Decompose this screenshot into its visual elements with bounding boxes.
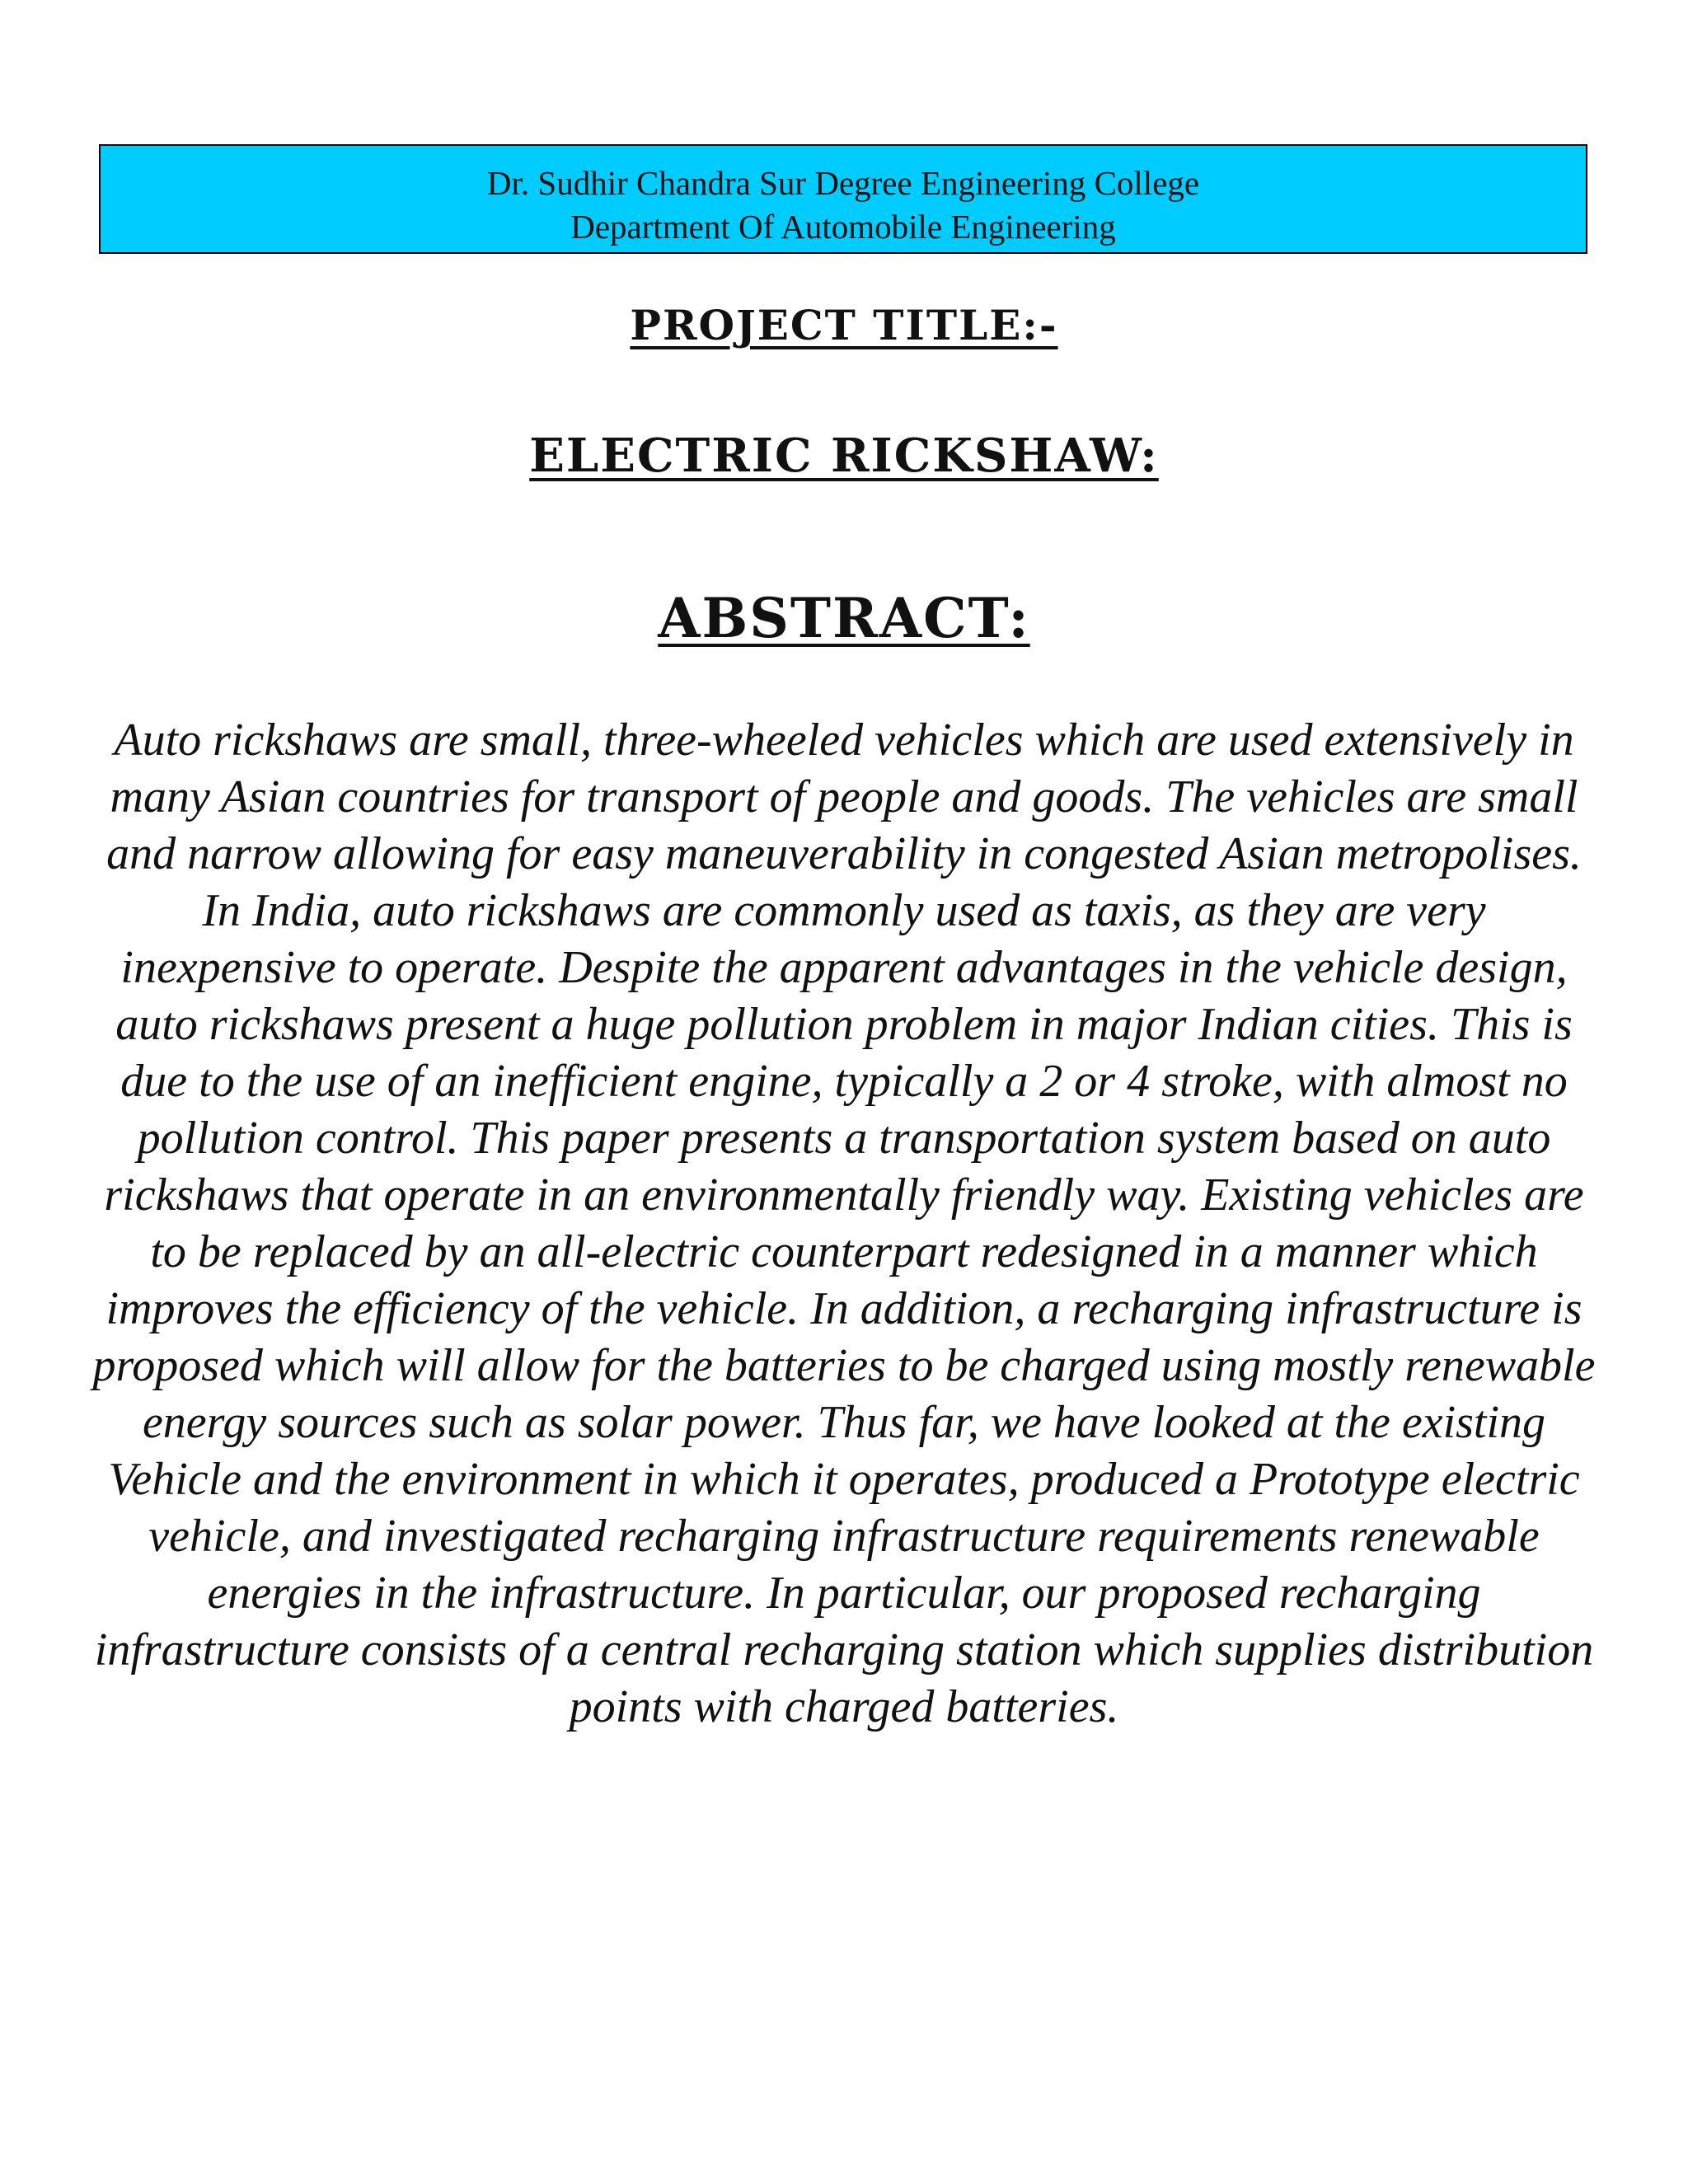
department-name: Department Of Automobile Engineering — [570, 208, 1116, 246]
project-title-label: PROJECT TITLE:- — [630, 301, 1058, 349]
abstract-heading: ABSTRACT: — [658, 586, 1030, 650]
project-name: ELECTRIC RICKSHAW: — [529, 429, 1159, 483]
college-header-box — [99, 144, 1587, 254]
college-name: Dr. Sudhir Chandra Sur Degree Engineering College — [486, 164, 1200, 202]
abstract-text: Auto rickshaws are small, three-wheeled vehicles which are used extensively in many Asian countries for transport of people and goods. The vehicles are small and narrow allowing for easy maneuverability in congested Asian metropolises. In India, auto rickshaws are commonly used as taxis, as they are very inexpensive to operate. Despite the apparent advantages in the vehicle design, auto rickshaws present a huge pollution problem in major Indian cities. This is due to the use of an inefficient engine, typically a 2 or 4 stroke, with almost no pollution control. This paper presents a transportation system based on auto rickshaws that operate in an environmentally friendly way. Existing vehicles are to be replaced by an all-electric counterpart redesigned in a manner which improves the efficiency of the vehicle. In addition, a recharging infrastructure is proposed which will allow for the batteries to be charged using mostly renewable energy sources such as solar power. Thus far, we have looked at the existing Vehicle and the environment in which it operates, produced a Prototype electric vehicle, and investigated recharging infrastructure requirements renewable energies in the infrastructure. In particular, our proposed recharging infrastructure consists of a central recharging station which supplies distribution points with charged batteries. — [92, 715, 1596, 1732]
